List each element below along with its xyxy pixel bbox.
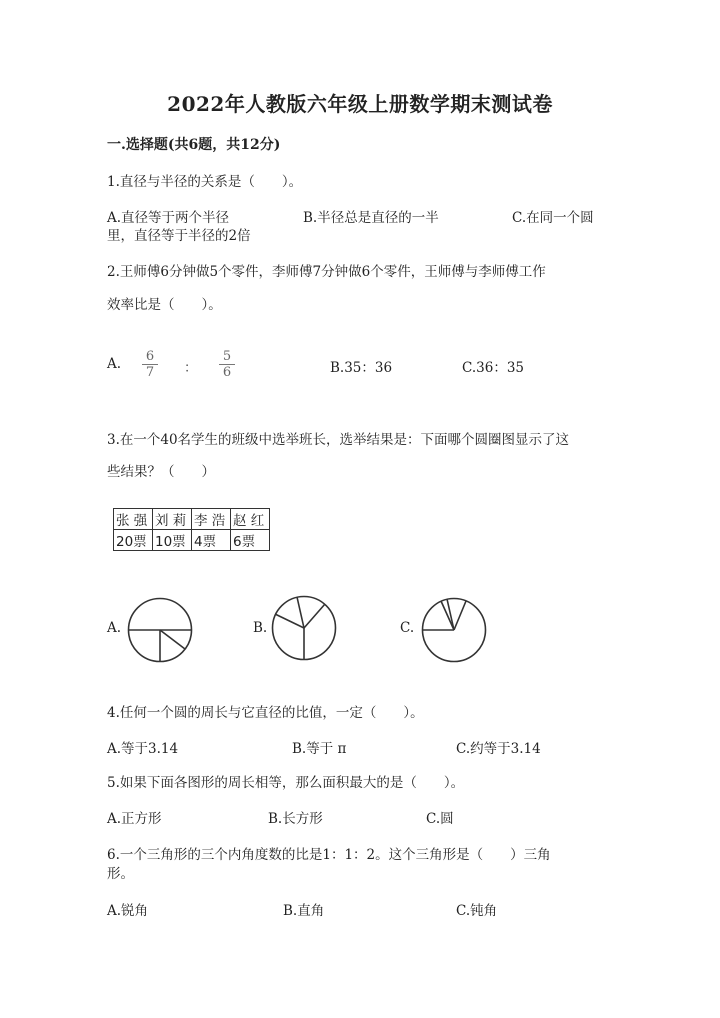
q1-stem: 1.直径与半径的关系是（ ）。 (107, 174, 303, 190)
q3-option-b-pie-chart[interactable] (269, 593, 339, 663)
q3-option-a-pie-chart[interactable] (125, 595, 195, 665)
q2-option-c[interactable]: C.36：35 (462, 360, 524, 376)
q2-ratio-colon: ： (184, 360, 198, 376)
q2-option-a[interactable]: A. (107, 356, 122, 372)
q2-fraction-1-numerator: 6 (142, 349, 158, 365)
vote-results-table (113, 508, 270, 551)
q4-option-c[interactable]: C.约等于3.14 (456, 741, 541, 757)
q4-stem: 4.任何一个圆的周长与它直径的比值，一定（ ）。 (107, 705, 424, 721)
votes-cell: 10票 (153, 530, 192, 551)
q6-stem-line1: 6.一个三角形的三个内角度数的比是1：1：2。这个三角形是（ ）三角 (107, 847, 551, 863)
q1-option-a[interactable]: A.直径等于两个半径 (107, 210, 230, 226)
votes-cell: 20票 (114, 530, 153, 551)
pie-divider (447, 599, 454, 630)
name-cell: 刘 莉 (153, 509, 192, 530)
pie-divider (275, 614, 304, 628)
name-cell: 李 浩 (192, 509, 231, 530)
pie-divider (297, 597, 304, 628)
q2-fraction-2 (219, 349, 235, 380)
votes-cell: 6票 (231, 530, 270, 551)
q4-option-a[interactable]: A.等于3.14 (107, 741, 179, 757)
q3-option-b-label[interactable]: B. (253, 620, 268, 636)
q2-fraction-2-denominator: 6 (222, 365, 232, 380)
pie-divider (454, 601, 466, 630)
q5-option-a[interactable]: A.正方形 (107, 811, 162, 827)
q2-stem-line2: 效率比是（ ）。 (107, 297, 222, 313)
q1-option-b[interactable]: B.半径总是直径的一半 (303, 210, 439, 226)
q4-option-b[interactable]: B.等于 π (292, 741, 347, 757)
section-heading: 一.选择题(共6题，共12分) (107, 137, 281, 153)
page-title: 2022年人教版六年级上册数学期末测试卷 (167, 92, 553, 116)
name-cell: 张 强 (114, 509, 153, 530)
q5-option-c[interactable]: C.圆 (426, 811, 454, 827)
q5-stem: 5.如果下面各图形的周长相等，那么面积最大的是（ ）。 (107, 775, 465, 791)
q1-option-c-continued: 里，直径等于半径的2倍 (107, 228, 251, 244)
pie-divider (304, 604, 325, 628)
q3-option-c-pie-chart[interactable] (419, 595, 489, 665)
q3-stem-line2: 些结果？（ ） (107, 464, 215, 480)
q3-option-c-label[interactable]: C. (400, 620, 415, 636)
q1-option-c[interactable]: C.在同一个圆 (512, 210, 594, 226)
q2-fraction-1-denominator: 7 (145, 365, 155, 380)
q2-option-b[interactable]: B.35：36 (330, 360, 393, 376)
votes-cell: 4票 (192, 530, 231, 551)
q2-fraction-2-numerator: 5 (219, 349, 235, 365)
q3-stem-line1: 3.在一个40名学生的班级中选举班长，选举结果是：下面哪个圆圈图显示了这 (107, 432, 570, 448)
q6-option-c[interactable]: C.钝角 (456, 903, 498, 919)
q2-fraction-1 (142, 349, 158, 380)
table-row (114, 509, 270, 530)
pie-divider (441, 601, 454, 630)
q6-option-a[interactable]: A.锐角 (107, 903, 149, 919)
table-row (114, 530, 270, 551)
q5-option-b[interactable]: B.长方形 (268, 811, 323, 827)
q6-stem-line2: 形。 (107, 866, 134, 882)
q2-stem-line1: 2.王师傅6分钟做5个零件，李师傅7分钟做6个零件，王师傅与李师傅工作 (107, 264, 546, 280)
q3-option-a-label[interactable]: A. (107, 620, 122, 636)
pie-divider (160, 630, 185, 649)
name-cell: 赵 红 (231, 509, 270, 530)
q6-option-b[interactable]: B.直角 (283, 903, 325, 919)
